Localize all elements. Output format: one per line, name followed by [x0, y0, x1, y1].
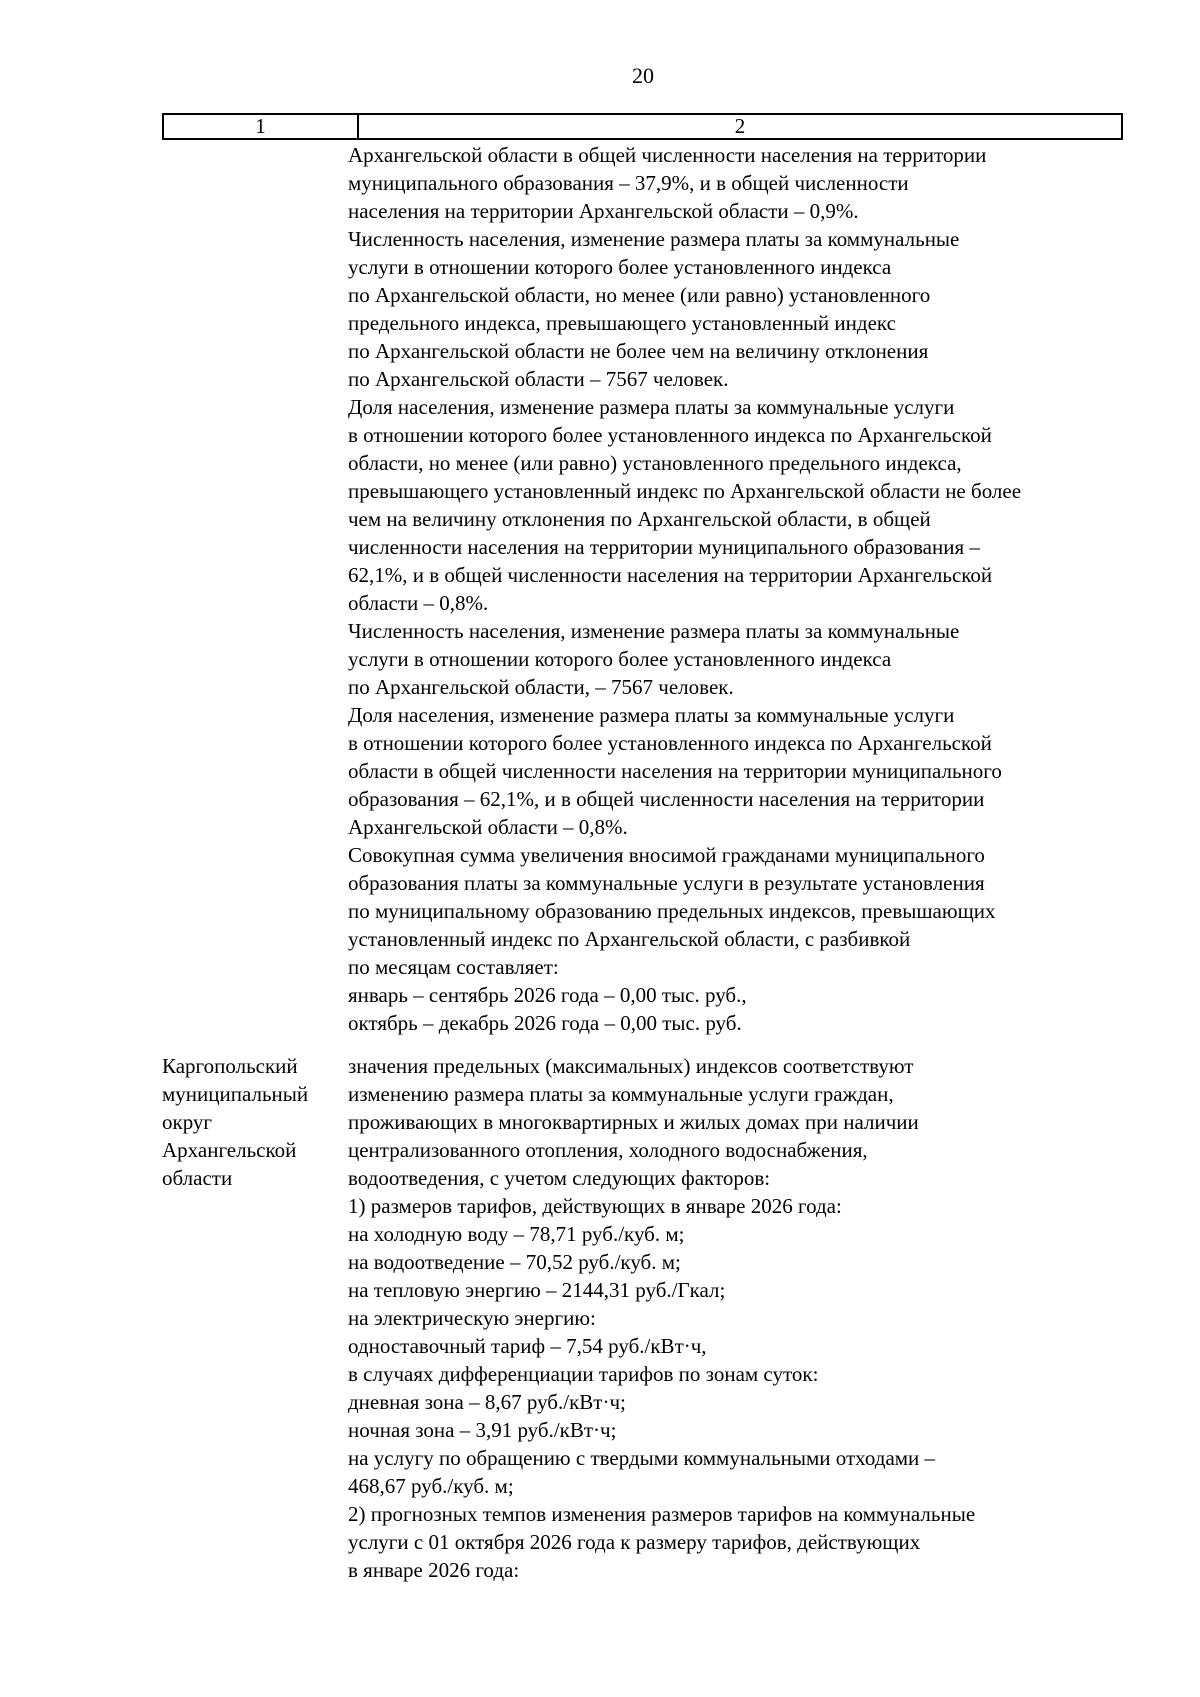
text-line: Доля населения, изменение размера платы за коммунальные услуги — [348, 395, 955, 419]
text-line: на холодную воду – 78,71 руб./куб. м; — [348, 1222, 685, 1246]
text-line: в январе 2026 года: — [348, 1558, 520, 1582]
text-line: по Архангельской области, но менее (или равно) установленного — [348, 283, 931, 307]
text-line: по Архангельской области, – 7567 человек. — [348, 675, 734, 699]
text-line: на услугу по обращению с твердыми коммунальными отходами – — [348, 1446, 936, 1470]
table-row2-column2-text — [348, 1052, 975, 1584]
text-line: чем на величину отклонения по Архангельской области, в общей — [348, 507, 931, 531]
text-line: Численность населения, изменение размера платы за коммунальные — [348, 619, 960, 643]
table-header-cell-2: 2 — [734, 114, 746, 138]
table-row1-column2-text — [348, 141, 1021, 1037]
text-line: на водоотведение – 70,52 руб./куб. м; — [348, 1250, 681, 1274]
text-line: проживающих в многоквартирных и жилых домах при наличии — [348, 1110, 919, 1134]
text-line: одноставочный тариф – 7,54 руб./кВт·ч, — [348, 1334, 707, 1358]
text-line: услуги в отношении которого более установленного индекса — [348, 647, 892, 671]
text-line: населения на территории Архангельской области – 0,9%. — [348, 199, 859, 223]
text-line: превышающего установленный индекс по Архангельской области не более — [348, 479, 1022, 503]
text-line: Каргопольский — [162, 1054, 298, 1078]
text-line: январь – сентябрь 2026 года – 0,00 тыс. руб., — [348, 983, 747, 1007]
text-line: на электрическую энергию: — [348, 1306, 596, 1330]
text-line: образования – 62,1%, и в общей численности населения на территории — [348, 787, 985, 811]
text-line: октябрь – декабрь 2026 года – 0,00 тыс. руб. — [348, 1011, 742, 1035]
text-line: 2) прогнозных темпов изменения размеров тарифов на коммунальные — [348, 1502, 976, 1526]
text-line: в случаях дифференциации тарифов по зонам суток: — [348, 1362, 819, 1386]
text-line: муниципального образования – 37,9%, и в общей численности — [348, 171, 909, 195]
text-line: предельного индекса, превышающего установленный индекс — [348, 311, 896, 335]
text-line: по Архангельской области не более чем на величину отклонения — [348, 339, 929, 363]
text-line: области в общей численности населения на территории муниципального — [348, 759, 1002, 783]
table-row2-column1-text — [162, 1052, 342, 1192]
text-line: 468,67 руб./куб. м; — [348, 1474, 514, 1498]
text-line: дневная зона – 8,67 руб./кВт·ч; — [348, 1390, 626, 1414]
text-line: 1) размеров тарифов, действующих в январе 2026 года: — [348, 1194, 842, 1218]
text-line: ночная зона – 3,91 руб./кВт·ч; — [348, 1418, 617, 1442]
text-line: округ — [162, 1110, 213, 1134]
text-line: Архангельской области – 0,8%. — [348, 815, 628, 839]
text-line: изменению размера платы за коммунальные услуги граждан, — [348, 1082, 894, 1106]
text-line: области, но менее (или равно) установленного предельного индекса, — [348, 451, 962, 475]
text-line: Архангельской — [162, 1138, 297, 1162]
text-line: услуги в отношении которого более установленного индекса — [348, 255, 892, 279]
text-line: области – 0,8%. — [348, 591, 489, 615]
text-line: области — [162, 1166, 233, 1190]
text-line: на тепловую энергию – 2144,31 руб./Гкал; — [348, 1278, 726, 1302]
text-line: водоотведения, с учетом следующих факторов: — [348, 1166, 771, 1190]
table-header-cell-1: 1 — [164, 115, 359, 138]
text-line: по Архангельской области – 7567 человек. — [348, 367, 729, 391]
text-line: образования платы за коммунальные услуги в результате установления — [348, 871, 985, 895]
text-line: по месяцам составляет: — [348, 955, 559, 979]
text-line: Совокупная сумма увеличения вносимой гражданами муниципального — [348, 843, 985, 867]
text-line: муниципальный — [162, 1082, 309, 1106]
text-line: 62,1%, и в общей численности населения на территории Архангельской — [348, 563, 993, 587]
text-line: Численность населения, изменение размера платы за коммунальные — [348, 227, 960, 251]
text-line: в отношении которого более установленного индекса по Архангельской — [348, 731, 992, 755]
text-line: значения предельных (максимальных) индексов соответствуют — [348, 1054, 914, 1078]
text-line: установленный индекс по Архангельской области, с разбивкой — [348, 927, 911, 951]
text-line: численности населения на территории муниципального образования – — [348, 535, 980, 559]
text-line: Доля населения, изменение размера платы за коммунальные услуги — [348, 703, 955, 727]
text-line: Архангельской области в общей численности населения на территории — [348, 143, 987, 167]
text-line: в отношении которого более установленного индекса по Архангельской — [348, 423, 992, 447]
text-line: по муниципальному образованию предельных индексов, превышающих — [348, 899, 996, 923]
table-header-row — [162, 113, 1123, 140]
text-line: централизованного отопления, холодного водоснабжения, — [348, 1138, 868, 1162]
page-number: 20 — [632, 63, 654, 88]
text-line: услуги с 01 октября 2026 года к размеру тарифов, действующих — [348, 1530, 921, 1554]
